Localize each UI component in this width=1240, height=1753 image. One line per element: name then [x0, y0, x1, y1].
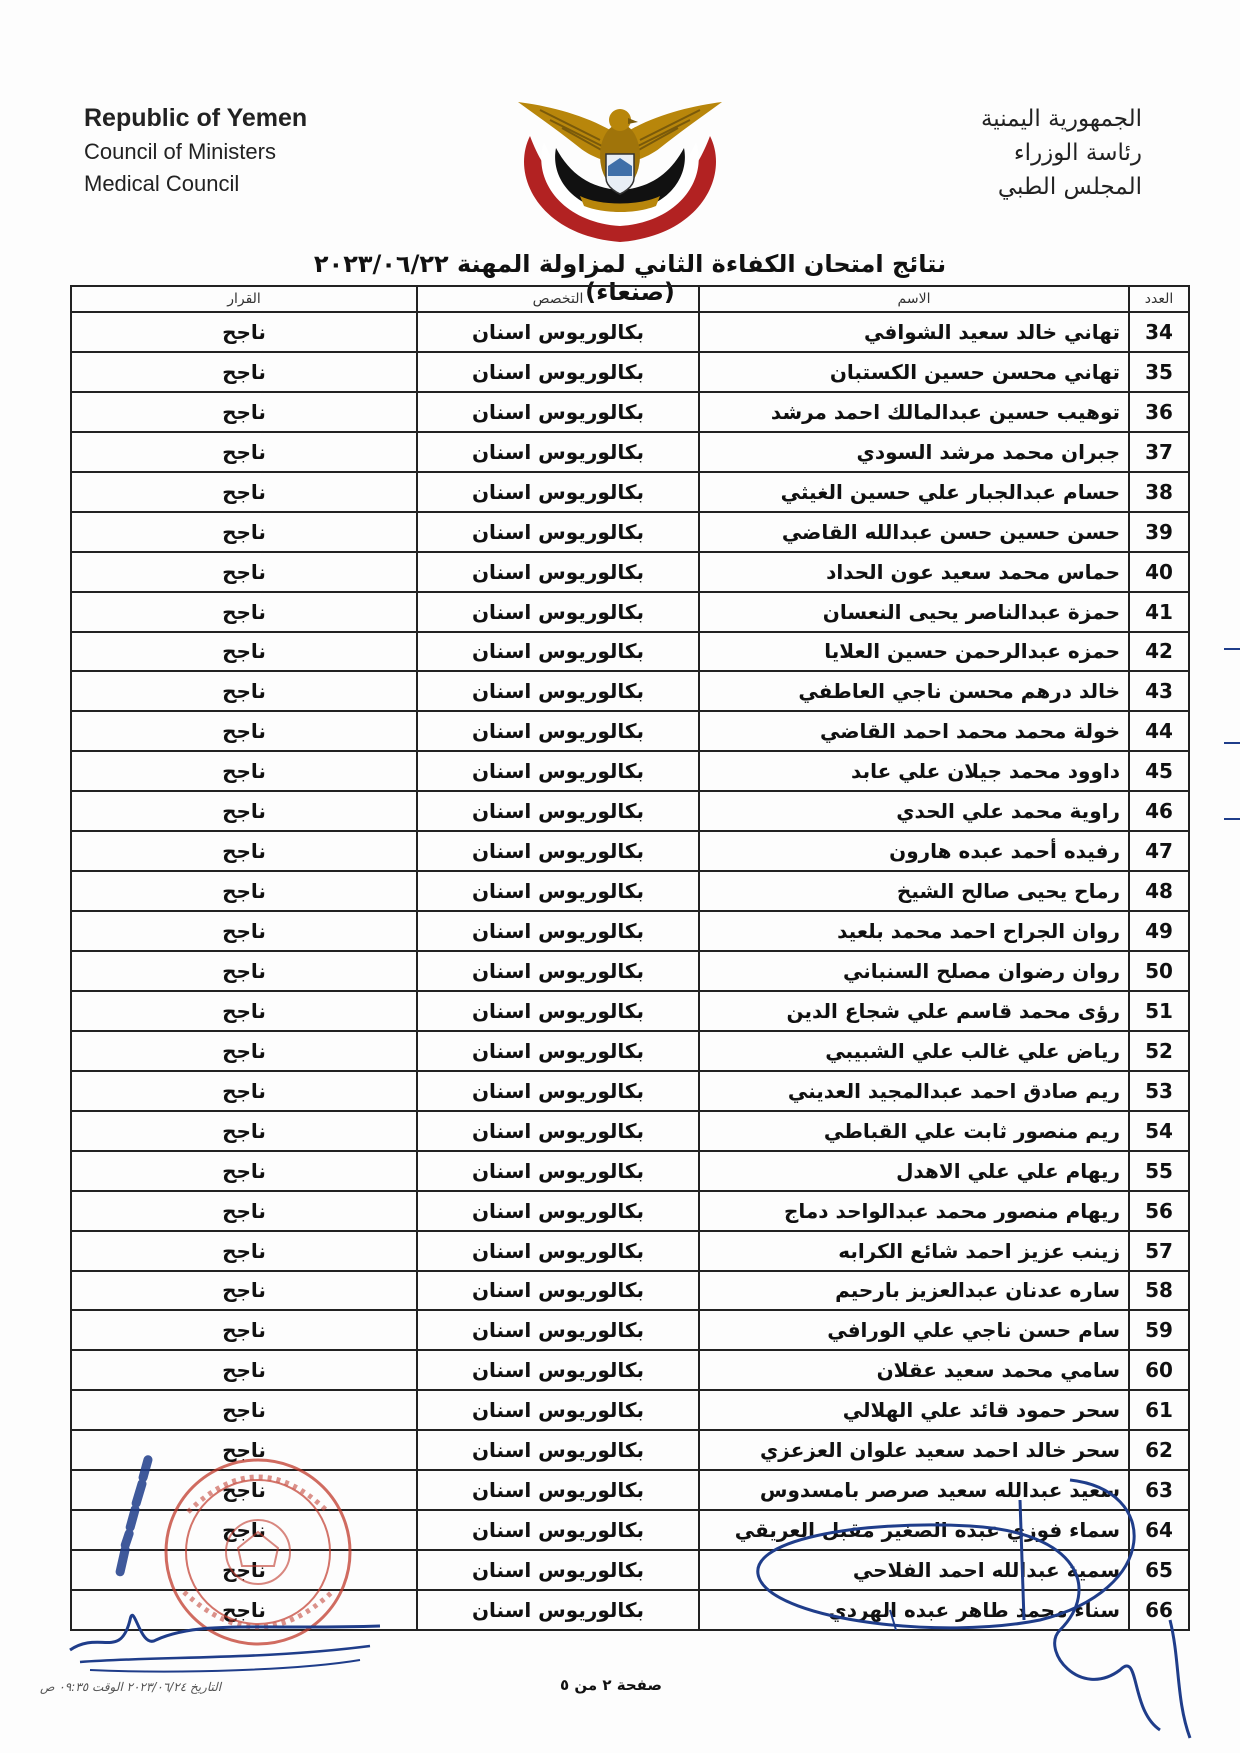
row-decision: ناجح	[71, 711, 417, 751]
row-number: 45	[1129, 751, 1189, 791]
row-number: 36	[1129, 392, 1189, 432]
row-specialty: بكالوريوس اسنان	[417, 1350, 699, 1390]
row-number: 51	[1129, 991, 1189, 1031]
table-header-row	[71, 286, 1189, 312]
row-name: خالد درهم محسن ناجي العاطفي	[699, 671, 1129, 711]
row-number: 64	[1129, 1510, 1189, 1550]
edge-mark	[1224, 818, 1240, 820]
row-specialty: بكالوريوس اسنان	[417, 1071, 699, 1111]
header-en-council: Council of Ministers	[84, 139, 276, 164]
row-name: رماح يحيى صالح الشيخ	[699, 871, 1129, 911]
row-decision: ناجح	[71, 432, 417, 472]
header-number: العدد	[1129, 286, 1189, 312]
row-specialty: بكالوريوس اسنان	[417, 1430, 699, 1470]
row-name: ساره عدنان عبدالعزيز بارحيم	[699, 1271, 1129, 1311]
row-specialty: بكالوريوس اسنان	[417, 1510, 699, 1550]
table-row	[71, 1271, 1189, 1311]
row-name: ريهام علي علي الاهدل	[699, 1151, 1129, 1191]
row-specialty: بكالوريوس اسنان	[417, 991, 699, 1031]
row-decision: ناجح	[71, 1111, 417, 1151]
row-decision: ناجح	[71, 911, 417, 951]
row-specialty: بكالوريوس اسنان	[417, 751, 699, 791]
table-row	[71, 1151, 1189, 1191]
row-number: 44	[1129, 711, 1189, 751]
row-decision: ناجح	[71, 751, 417, 791]
row-name: رؤى محمد قاسم علي شجاع الدين	[699, 991, 1129, 1031]
row-specialty: بكالوريوس اسنان	[417, 791, 699, 831]
row-specialty: بكالوريوس اسنان	[417, 671, 699, 711]
row-name: سناء محمد طاهر عبده الهردي	[699, 1590, 1129, 1630]
header-specialty: التخصص	[417, 286, 699, 312]
row-name: حماس محمد سعيد عون الحداد	[699, 552, 1129, 592]
row-specialty: بكالوريوس اسنان	[417, 911, 699, 951]
row-decision: ناجح	[71, 991, 417, 1031]
row-number: 62	[1129, 1430, 1189, 1470]
row-name: سامي محمد سعيد عقلان	[699, 1350, 1129, 1390]
table-row	[71, 1111, 1189, 1151]
table-row	[71, 1550, 1189, 1590]
row-decision: ناجح	[71, 1470, 417, 1510]
row-decision: ناجح	[71, 512, 417, 552]
table-row	[71, 592, 1189, 632]
table-row	[71, 312, 1189, 352]
row-number: 65	[1129, 1550, 1189, 1590]
table-row	[71, 1430, 1189, 1470]
row-decision: ناجح	[71, 1031, 417, 1071]
row-number: 54	[1129, 1111, 1189, 1151]
table-row	[71, 711, 1189, 751]
row-decision: ناجح	[71, 632, 417, 672]
table-row	[71, 671, 1189, 711]
row-decision: ناجح	[71, 1430, 417, 1470]
row-number: 55	[1129, 1151, 1189, 1191]
row-decision: ناجح	[71, 352, 417, 392]
row-name: توهيب حسين عبدالمالك احمد مرشد	[699, 392, 1129, 432]
edge-mark	[1224, 648, 1240, 650]
table-row	[71, 352, 1189, 392]
row-specialty: بكالوريوس اسنان	[417, 1390, 699, 1430]
row-number: 38	[1129, 472, 1189, 512]
row-number: 46	[1129, 791, 1189, 831]
header-ar-council: رئاسة الوزراء	[1013, 140, 1142, 166]
row-specialty: بكالوريوس اسنان	[417, 1151, 699, 1191]
row-specialty: بكالوريوس اسنان	[417, 1470, 699, 1510]
table-row	[71, 1350, 1189, 1390]
row-decision: ناجح	[71, 791, 417, 831]
row-number: 53	[1129, 1071, 1189, 1111]
row-name: داوود محمد جيلان علي عابد	[699, 751, 1129, 791]
row-specialty: بكالوريوس اسنان	[417, 312, 699, 352]
header-name: الاسم	[699, 286, 1129, 312]
row-number: 42	[1129, 632, 1189, 672]
row-name: زينب عزيز احمد شائع الكرابه	[699, 1231, 1129, 1271]
row-name: حسام عبدالجبار علي حسين الغيثي	[699, 472, 1129, 512]
row-number: 47	[1129, 831, 1189, 871]
row-specialty: بكالوريوس اسنان	[417, 871, 699, 911]
row-specialty: بكالوريوس اسنان	[417, 392, 699, 432]
row-decision: ناجح	[71, 871, 417, 911]
table-row	[71, 1390, 1189, 1430]
row-specialty: بكالوريوس اسنان	[417, 1031, 699, 1071]
row-number: 34	[1129, 312, 1189, 352]
header-arabic	[981, 106, 1142, 208]
header-decision: القرار	[71, 286, 417, 312]
table-row	[71, 472, 1189, 512]
row-number: 48	[1129, 871, 1189, 911]
row-name: حسن حسين حسن عبدالله القاضي	[699, 512, 1129, 552]
results-table	[70, 285, 1190, 1631]
row-decision: ناجح	[71, 592, 417, 632]
row-specialty: بكالوريوس اسنان	[417, 592, 699, 632]
row-specialty: بكالوريوس اسنان	[417, 951, 699, 991]
row-specialty: بكالوريوس اسنان	[417, 1231, 699, 1271]
header-en-medical: Medical Council	[84, 171, 240, 196]
row-specialty: بكالوريوس اسنان	[417, 512, 699, 552]
row-decision: ناجح	[71, 312, 417, 352]
row-decision: ناجح	[71, 1191, 417, 1231]
table-row	[71, 991, 1189, 1031]
table-row	[71, 432, 1189, 472]
row-number: 56	[1129, 1191, 1189, 1231]
row-number: 59	[1129, 1310, 1189, 1350]
row-decision: ناجح	[71, 1550, 417, 1590]
row-number: 66	[1129, 1590, 1189, 1630]
row-specialty: بكالوريوس اسنان	[417, 1111, 699, 1151]
row-decision: ناجح	[71, 472, 417, 512]
table-row	[71, 552, 1189, 592]
row-specialty: بكالوريوس اسنان	[417, 552, 699, 592]
row-name: سام حسن ناجي علي الورافي	[699, 1310, 1129, 1350]
row-number: 63	[1129, 1470, 1189, 1510]
row-specialty: بكالوريوس اسنان	[417, 1310, 699, 1350]
row-specialty: بكالوريوس اسنان	[417, 831, 699, 871]
row-specialty: بكالوريوس اسنان	[417, 1271, 699, 1311]
row-specialty: بكالوريوس اسنان	[417, 1550, 699, 1590]
print-date: التاريخ ٢٠٢٣/٠٦/٢٤ الوقت ٠٩:٣٥ ص	[40, 1680, 222, 1694]
row-decision: ناجح	[71, 392, 417, 432]
row-name: سماء فوزي عبده الصغير مقبل العريقي	[699, 1510, 1129, 1550]
row-number: 43	[1129, 671, 1189, 711]
row-specialty: بكالوريوس اسنان	[417, 632, 699, 672]
row-name: حمزه عبدالرحمن حسين العلايا	[699, 632, 1129, 672]
row-number: 61	[1129, 1390, 1189, 1430]
row-name: تهاني خالد سعيد الشوافي	[699, 312, 1129, 352]
row-number: 52	[1129, 1031, 1189, 1071]
row-name: جبران محمد مرشد السودي	[699, 432, 1129, 472]
row-specialty: بكالوريوس اسنان	[417, 432, 699, 472]
table-row	[71, 871, 1189, 911]
row-name: ريم منصور ثابت علي القباطي	[699, 1111, 1129, 1151]
table-row	[71, 1191, 1189, 1231]
row-name: سحر حمود قائد علي الهلالي	[699, 1390, 1129, 1430]
row-decision: ناجح	[71, 1071, 417, 1111]
table-row	[71, 1071, 1189, 1111]
row-name: ريهام منصور محمد عبدالواحد دماج	[699, 1191, 1129, 1231]
row-decision: ناجح	[71, 831, 417, 871]
table-row	[71, 392, 1189, 432]
row-number: 49	[1129, 911, 1189, 951]
row-number: 60	[1129, 1350, 1189, 1390]
table-row	[71, 831, 1189, 871]
table-row	[71, 1510, 1189, 1550]
row-decision: ناجح	[71, 1151, 417, 1191]
document-title: نتائج امتحان الكفاءة الثاني لمزاولة المهنة ٢٠٢٣/٠٦/٢٢ (صنعاء)	[313, 250, 947, 306]
row-specialty: بكالوريوس اسنان	[417, 1191, 699, 1231]
row-decision: ناجح	[71, 1350, 417, 1390]
table-row	[71, 1231, 1189, 1271]
row-number: 40	[1129, 552, 1189, 592]
table-row	[71, 1310, 1189, 1350]
row-number: 41	[1129, 592, 1189, 632]
row-number: 58	[1129, 1271, 1189, 1311]
header-en-country: Republic of Yemen	[84, 104, 308, 132]
row-name: خولة محمد محمد احمد القاضي	[699, 711, 1129, 751]
row-name: ريم صادق احمد عبدالمجيد العديني	[699, 1071, 1129, 1111]
row-number: 35	[1129, 352, 1189, 392]
row-number: 57	[1129, 1231, 1189, 1271]
row-name: سمية عبدالله احمد الفلاحي	[699, 1550, 1129, 1590]
row-name: رفيده أحمد عبده هارون	[699, 831, 1129, 871]
row-name: تهاني محسن حسين الكستبان	[699, 352, 1129, 392]
header-ar-medical: المجلس الطبي	[997, 174, 1142, 200]
row-decision: ناجح	[71, 1231, 417, 1271]
row-number: 39	[1129, 512, 1189, 552]
row-decision: ناجح	[71, 1310, 417, 1350]
table-row	[71, 632, 1189, 672]
table-row	[71, 1470, 1189, 1510]
row-decision: ناجح	[71, 1390, 417, 1430]
row-name: روان رضوان مصلح السنباني	[699, 951, 1129, 991]
table-body	[71, 312, 1189, 1630]
row-specialty: بكالوريوس اسنان	[417, 1590, 699, 1630]
table-row	[71, 951, 1189, 991]
header-english	[84, 104, 307, 203]
table-row	[71, 512, 1189, 552]
edge-mark	[1224, 742, 1240, 744]
row-specialty: بكالوريوس اسنان	[417, 711, 699, 751]
row-name: سعيد عبدالله سعيد صرصر بامسدوس	[699, 1470, 1129, 1510]
row-specialty: بكالوريوس اسنان	[417, 352, 699, 392]
header-ar-country: الجمهورية اليمنية	[980, 106, 1142, 132]
row-name: روان الجراح احمد محمد بلعيد	[699, 911, 1129, 951]
row-decision: ناجح	[71, 1510, 417, 1550]
row-decision: ناجح	[71, 951, 417, 991]
table-row	[71, 791, 1189, 831]
row-name: راوية محمد علي الحدي	[699, 791, 1129, 831]
row-decision: ناجح	[71, 1590, 417, 1630]
table-row	[71, 751, 1189, 791]
row-number: 37	[1129, 432, 1189, 472]
yemen-emblem-icon	[510, 96, 730, 246]
row-name: حمزة عبدالناصر يحيى النعسان	[699, 592, 1129, 632]
table-row	[71, 911, 1189, 951]
table-row	[71, 1031, 1189, 1071]
row-name: سحر خالد احمد سعيد علوان العزعزي	[699, 1430, 1129, 1470]
table-row	[71, 1590, 1189, 1630]
page-number: صفحة ٢ من ٥	[560, 1676, 662, 1694]
row-specialty: بكالوريوس اسنان	[417, 472, 699, 512]
row-decision: ناجح	[71, 1271, 417, 1311]
row-number: 50	[1129, 951, 1189, 991]
row-decision: ناجح	[71, 552, 417, 592]
row-name: رياض علي غالب علي الشبيبي	[699, 1031, 1129, 1071]
row-decision: ناجح	[71, 671, 417, 711]
